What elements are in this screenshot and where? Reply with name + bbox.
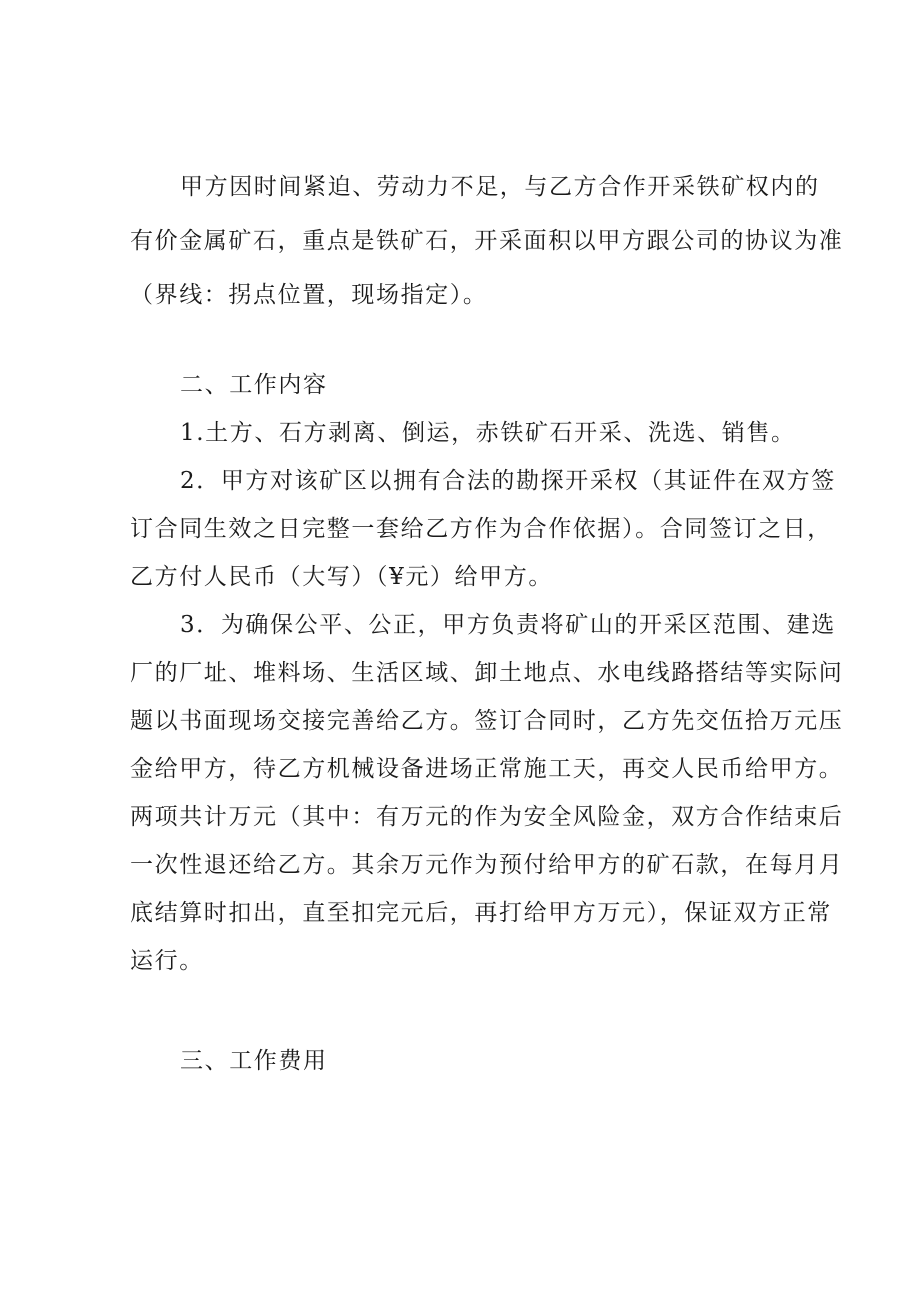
section-heading-work-content: 二、工作内容: [180, 372, 328, 398]
paragraph-line: 1.土方、石方剥离、倒运，赤铁矿石开采、洗选、销售。: [180, 420, 796, 446]
paragraph-line: （界线：拐点位置，现场指定）。: [130, 282, 488, 308]
paragraph-line: 有价金属矿石，重点是铁矿石，开采面积以甲方跟公司的协议为准: [130, 228, 844, 254]
paragraph-line: 两项共计万元（其中：有万元的作为安全风险金，双方合作结束后: [130, 804, 844, 830]
paragraph-line: 乙方付人民币（大写）（¥元）给甲方。: [130, 564, 553, 590]
paragraph-line: 订合同生效之日完整一套给乙方作为合作依据）。合同签订之日，: [130, 516, 832, 542]
paragraph-line: 一次性退还给乙方。其余万元作为预付给甲方的矿石款，在每月月: [130, 852, 844, 878]
section-heading-work-cost: 三、工作费用: [180, 1048, 328, 1074]
paragraph-line: 厂的厂址、堆料场、生活区域、卸土地点、水电线路搭结等实际问: [130, 660, 844, 686]
paragraph-line: 运行。: [130, 948, 204, 974]
paragraph-line: 3．为确保公平、公正，甲方负责将矿山的开采区范围、建选: [180, 612, 836, 638]
paragraph-line: 2．甲方对该矿区以拥有合法的勘探开采权（其证件在双方签: [180, 468, 836, 494]
paragraph-line: 甲方因时间紧迫、劳动力不足，与乙方合作开采铁矿权内的: [180, 174, 820, 200]
paragraph-line: 金给甲方，待乙方机械设备进场正常施工天，再交人民币给甲方。: [130, 756, 844, 782]
paragraph-line: 题以书面现场交接完善给乙方。签订合同时，乙方先交伍拾万元压: [130, 708, 844, 734]
paragraph-line: 底结算时扣出，直至扣完元后，再打给甲方万元），保证双方正常: [130, 900, 832, 926]
